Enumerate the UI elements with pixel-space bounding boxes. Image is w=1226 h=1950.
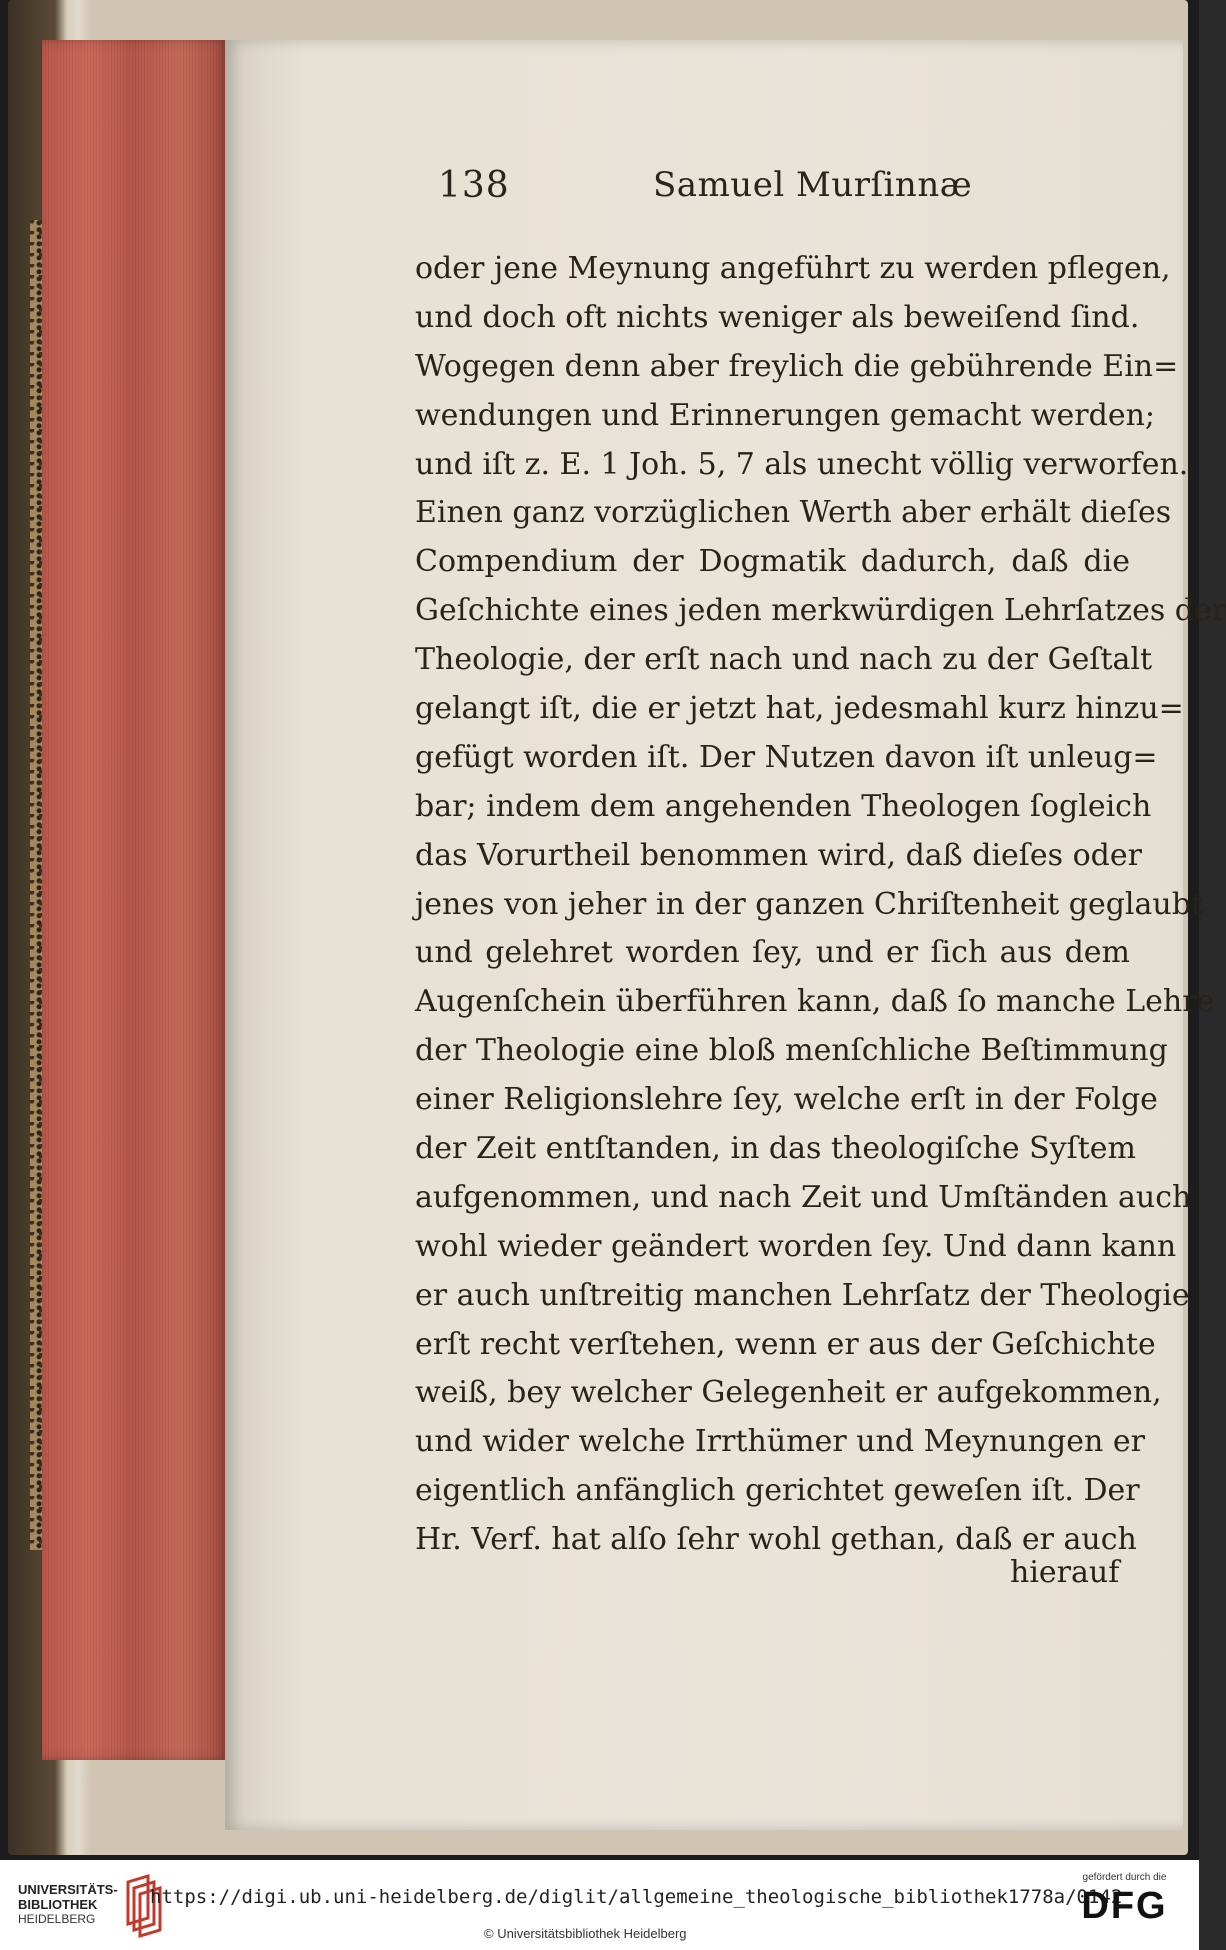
text-line: oder jene Meynung angeführt zu werden pflegen, (415, 251, 1171, 286)
running-head (438, 165, 1138, 215)
text-line: wohl wieder geändert worden ſey. Und dann kann (415, 1228, 1177, 1264)
text-line: jenes von jeher in der ganzen Chriſtenheit geglaubt (415, 886, 1203, 922)
library-logo[interactable] (18, 1882, 128, 1942)
text-line: der Theologie eine bloß menſchliche Beſtimmung (415, 1033, 1168, 1069)
dfg-wordmark: DFG (1081, 1885, 1168, 1927)
text-line: Compendium der Dogmatik dadurch, daß die (415, 544, 1130, 580)
funder-note: gefördert durch die (1082, 1872, 1167, 1883)
text-line: Augenſchein überführen kann, daß ſo manche Lehre (415, 984, 1215, 1020)
text-line: gefügt worden iſt. Der Nutzen davon iſt unleug= (415, 739, 1158, 775)
text-line: Theologie, der erſt nach und nach zu der Geſtalt (415, 642, 1153, 678)
page-number: 138 (438, 165, 510, 206)
library-name-line1: UNIVERSITÄTS- (18, 1882, 118, 1897)
text-line: erſt recht verſtehen, wenn er aus der Geſchichte (415, 1326, 1156, 1362)
red-page-edges (42, 40, 227, 1760)
text-line: und doch oft nichts weniger als beweiſend ſind. (415, 299, 1140, 335)
text-line: aufgenommen, und nach Zeit und Umſtänden auch (415, 1179, 1192, 1215)
text-line: das Vorurtheil benommen wird, daß dieſes oder (415, 837, 1142, 873)
library-name-line2: BIBLIOTHEK (18, 1897, 98, 1912)
body-text (415, 245, 1226, 1565)
catchword: hierauf (1010, 1555, 1120, 1590)
permalink-url[interactable]: https://digi.ub.uni-heidelberg.de/diglit/allgemeine_theologische_bibliothek1778a/0142 (150, 1886, 1123, 1908)
text-line: und wider welche Irrthümer und Meynungen er (415, 1424, 1145, 1460)
text-line: eigentlich anfänglich gerichtet geweſen iſt. Der (415, 1473, 1140, 1509)
text-line: einer Religionslehre ſey, welche erſt in der Folge (415, 1082, 1158, 1118)
text-line: Einen ganz vorzüglichen Werth aber erhält dieſes (415, 495, 1172, 531)
text-line: und iſt z. E. 1 Joh. 5, 7 als unecht völlig verworfen. (415, 446, 1189, 482)
text-line: der Zeit entſtanden, in das theologiſche Syſtem (415, 1131, 1136, 1167)
text-line: bar; indem dem angehenden Theologen ſogleich (415, 788, 1152, 824)
running-head-title: Samuel Murſinnæ (653, 165, 973, 205)
viewer-footer (0, 1860, 1199, 1950)
library-name-line3: HEIDELBERG (18, 1912, 96, 1926)
text-line: weiß, bey welcher Gelegenheit er aufgekommen, (415, 1375, 1162, 1411)
copyright-notice: © Universitätsbibliothek Heidelberg (484, 1926, 687, 1941)
text-line: Hr. Verf. hat alſo ſehr wohl gethan, daß er auch (415, 1522, 1137, 1558)
dfg-logo[interactable] (1062, 1872, 1187, 1942)
text-line: er auch unſtreitig manchen Lehrſatz der Theologie (415, 1277, 1190, 1313)
text-line: Geſchichte eines jeden merkwürdigen Lehrſatzes der (415, 593, 1226, 629)
text-line: Wogegen denn aber freylich die gebührende Ein= (415, 348, 1179, 384)
text-line: und gelehret worden ſey, und er ſich aus dem (415, 935, 1130, 971)
text-line: wendungen und Erinnerungen gemacht werden; (415, 397, 1155, 433)
text-line: gelangt iſt, die er jetzt hat, jedesmahl kurz hinzu= (415, 691, 1184, 727)
